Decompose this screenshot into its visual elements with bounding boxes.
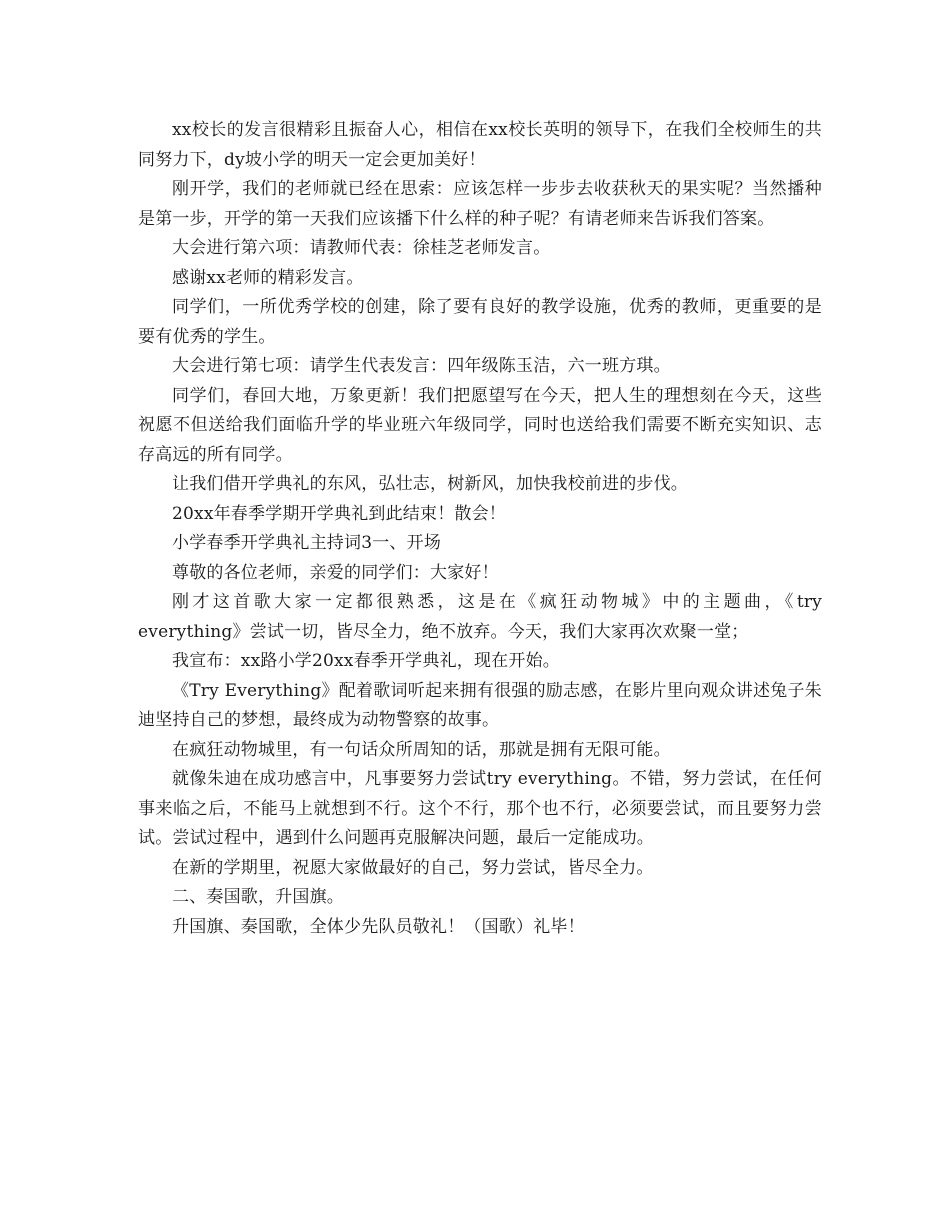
section-heading-1: 小学春季开学典礼主持词3一、开场 [172, 533, 442, 553]
document-body [138, 116, 822, 942]
paragraph-15: 在疯狂动物城里，有一句话众所周知的话，那就是拥有无限可能。 [172, 739, 671, 760]
paragraph-1: xx校长的发言很精彩且振奋人心，相信在xx校长英明的领导下，在我们全校师生的共同努力下，dy坡小学的明天一定会更加美好！ [138, 120, 822, 170]
paragraph-2: 刚开学，我们的老师就已经在思索：应该怎样一步步去收获秋天的果实呢？当然播种是第一步，开学的第一天我们应该播下什么样的种子呢？有请老师来告诉我们答案。 [138, 179, 822, 229]
paragraph-5: 同学们，一所优秀学校的创建，除了要有良好的教学设施，优秀的教师，更重要的是要有优秀的学生。 [138, 297, 822, 347]
paragraph-6: 大会进行第七项：请学生代表发言：四年级陈玉洁，六一班方琪。 [172, 356, 671, 376]
paragraph-14: 《Try Everything》配着歌词听起来拥有很强的励志感，在影片里向观众讲述兔子朱迪坚持自己的梦想，最终成为动物警察的故事。 [138, 680, 822, 730]
paragraph-8: 让我们借开学典礼的东风，弘壮志，树新风，加快我校前进的步伐。 [172, 474, 688, 494]
paragraph-3: 大会进行第六项：请教师代表：徐桂芝老师发言。 [172, 238, 551, 258]
paragraph-16: 就像朱迪在成功感言中，凡事要努力尝试try everything。不错，努力尝试，在任何事来临之后，不能马上就想到不行。这个不行，那个也不行，必须要尝试，而且要努力尝试。尝试过程中，遇到什么问题再克服解决问题，最后一定能成功。 [138, 769, 822, 848]
paragraph-12: 刚才这首歌大家一定都很熟悉，这是在《疯狂动物城》中的主题曲，《try everything》尝试一切，皆尽全力，绝不放弃。今天，我们大家再次欢聚一堂； [138, 592, 822, 642]
paragraph-9: 20xx年春季学期开学典礼到此结束！散会！ [172, 503, 507, 524]
paragraph-11: 尊敬的各位老师，亲爱的同学们：大家好！ [172, 562, 499, 583]
paragraph-19: 升国旗、奏国歌，全体少先队员敬礼！（国歌）礼毕！ [172, 916, 585, 937]
paragraph-7: 同学们，春回大地，万象更新！我们把愿望写在今天，把人生的理想刻在今天，这些祝愿不但送给我们面临升学的毕业班六年级同学，同时也送给我们需要不断充实知识、志存高远的所有同学。 [138, 385, 822, 465]
section-heading-2: 二、奏国歌，升国旗。 [172, 887, 344, 907]
paragraph-13: 我宣布：xx路小学20xx春季开学典礼，现在开始。 [172, 651, 560, 671]
paragraph-17: 在新的学期里，祝愿大家做最好的自己，努力尝试，皆尽全力。 [172, 857, 654, 878]
paragraph-4: 感谢xx老师的精彩发言。 [172, 267, 364, 288]
